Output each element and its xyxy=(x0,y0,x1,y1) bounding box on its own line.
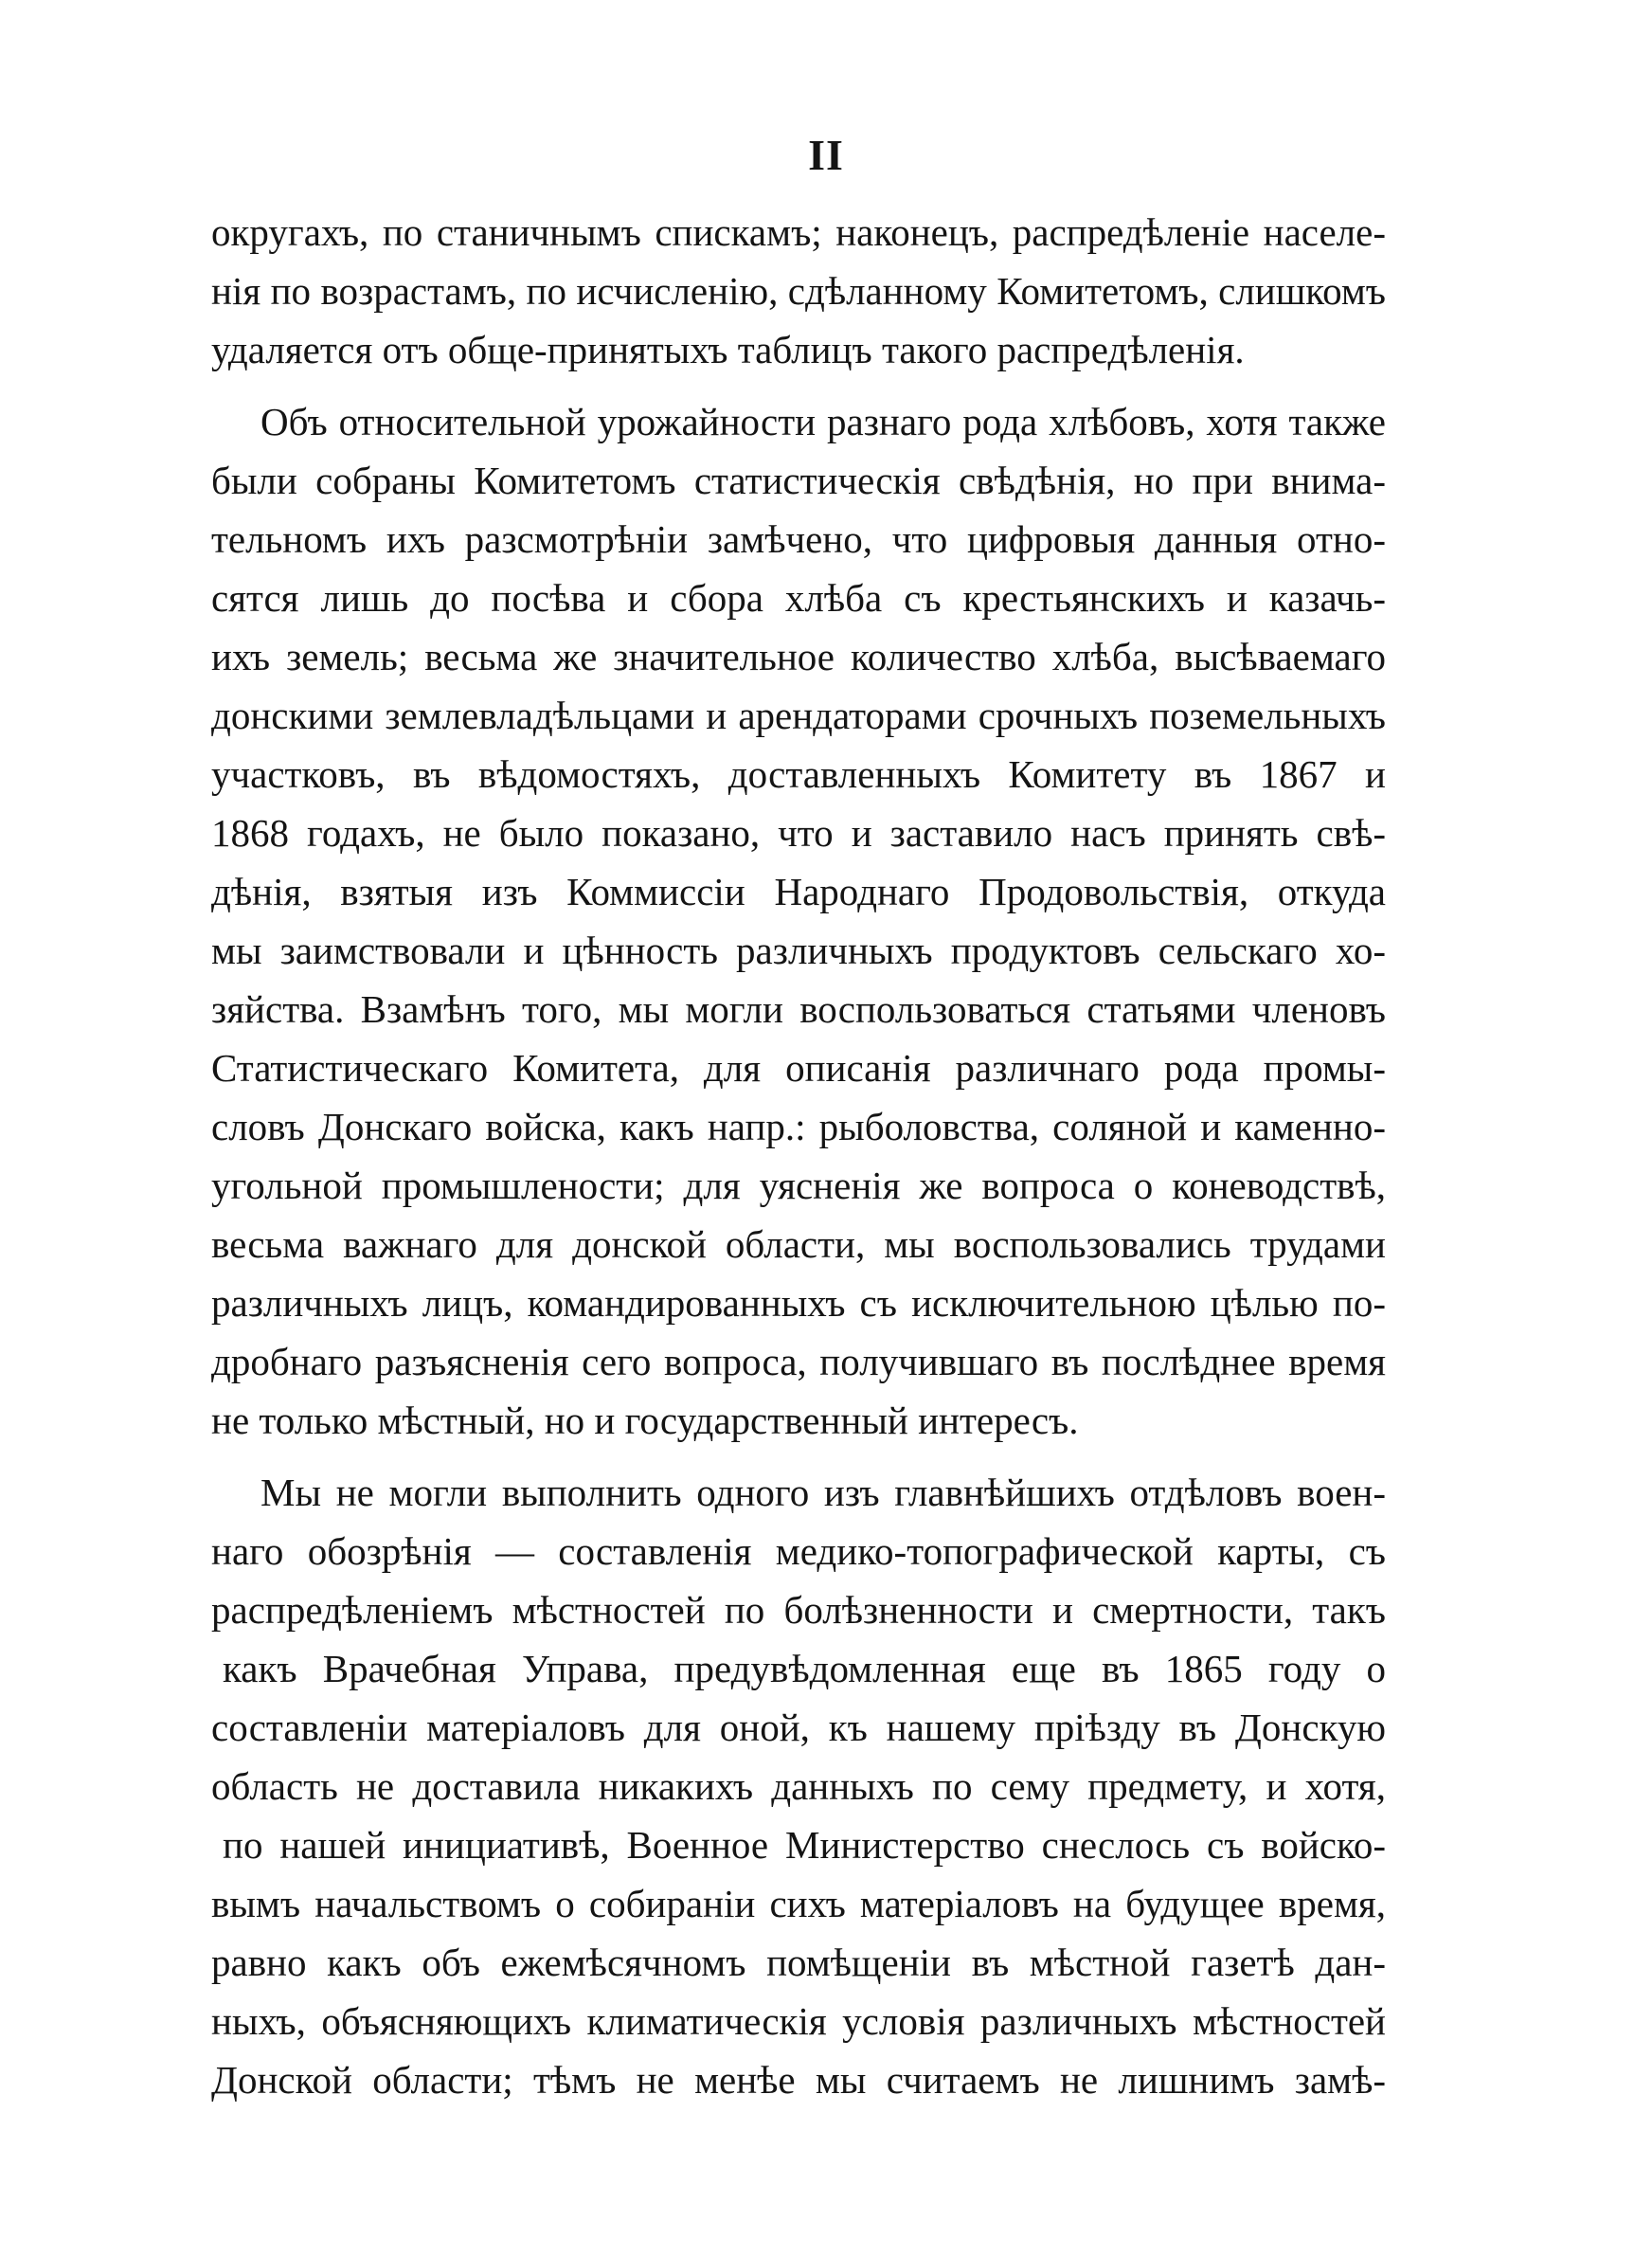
paragraph-3 xyxy=(211,1463,1386,2109)
text-line: Объ относительной урожайности разнаго рода хлѣбовъ, хотя также xyxy=(260,400,1386,443)
body-text xyxy=(211,203,1386,2109)
text-line: составленіи матеріаловъ для оной, къ нашему пріѣзду въ Донскую xyxy=(211,1706,1386,1749)
text-line: словъ Донскаго войска, какъ напр.: рыболовства, соляной и каменно- xyxy=(211,1105,1386,1148)
text-line: округахъ, по станичнымъ спискамъ; наконецъ, распредѣленіе населе- xyxy=(211,210,1386,254)
text-line: ныхъ, объясняющихъ климатическія условія различныхъ мѣстностей xyxy=(211,1999,1386,2043)
text-line: угольной промышлености; для уясненія же вопроса о коневодствѣ, xyxy=(211,1164,1386,1207)
text-line: область не доставила никакихъ данныхъ по сему предмету, и хотя, xyxy=(211,1764,1386,1808)
text-line: распредѣленіемъ мѣстностей по болѣзненности и смертности, такъ xyxy=(211,1588,1386,1632)
text-line: тельномъ ихъ разсмотрѣніи замѣчено, что цифровыя данныя отно- xyxy=(211,517,1386,561)
text-line: равно какъ объ ежемѣсячномъ помѣщеніи въ мѣстной газетѣ дан- xyxy=(211,1941,1386,1984)
text-line: вымъ начальствомъ о собираніи сихъ матеріаловъ на будущее время, xyxy=(211,1882,1386,1925)
text-line: зяйства. Взамѣнъ того, мы могли воспользоваться статьями членовъ xyxy=(211,987,1386,1031)
text-line: Статистическаго Комитета, для описанія различнаго рода промы- xyxy=(211,1046,1386,1090)
text-line: различныхъ лицъ, командированныхъ съ исключительною цѣлью по- xyxy=(211,1281,1386,1325)
text-line: ихъ земель; весьма же значительное количество хлѣба, высѣваемаго xyxy=(211,635,1386,678)
text-line: удаляется отъ обще-принятыхъ таблицъ такого распредѣленія. xyxy=(211,328,1245,371)
text-line: по нашей инициативѣ, Военное Министерство снеслось съ войско- xyxy=(223,1823,1386,1867)
text-line: сятся лишь до посѣва и сбора хлѣба съ крестьянскихъ и казачь- xyxy=(211,576,1386,620)
text-line: наго обозрѣнія — составленія медико-топографической карты, съ xyxy=(211,1529,1386,1573)
text-line: какъ Врачебная Управа, предувѣдомленная еще въ 1865 году о xyxy=(223,1647,1386,1690)
text-line: нія по возрастамъ, по исчисленію, сдѣланному Комитетомъ, слишкомъ xyxy=(211,269,1386,313)
text-line: мы заимствовали и цѣнность различныхъ продуктовъ сельскаго хо- xyxy=(211,929,1386,972)
text-line: 1868 годахъ, не было показано, что и заставило насъ принять свѣ- xyxy=(211,811,1386,855)
text-line: весьма важнаго для донской области, мы воспользовались трудами xyxy=(211,1222,1386,1266)
text-line: Мы не могли выполнить одного изъ главнѣйшихъ отдѣловъ воен- xyxy=(260,1471,1386,1514)
text-line: дѣнія, взятыя изъ Коммиссіи Народнаго Продовольствія, откуда xyxy=(211,870,1386,913)
text-line: донскими землевладѣльцами и арендаторами срочныхъ поземельныхъ xyxy=(211,694,1386,737)
text-line: не только мѣстный, но и государственный интересъ. xyxy=(211,1399,1079,1442)
text-line: Донской области; тѣмъ не менѣе мы считаемъ не лишнимъ замѣ- xyxy=(211,2058,1386,2102)
text-line: были собраны Комитетомъ статистическія свѣдѣнія, но при внима- xyxy=(211,459,1386,502)
text-line: дробнаго разъясненія сего вопроса, получившаго въ послѣднее время xyxy=(211,1340,1386,1383)
paragraph-2 xyxy=(211,392,1386,1450)
paragraph-1 xyxy=(211,203,1386,379)
text-line: участковъ, въ вѣдомостяхъ, доставленныхъ Комитету въ 1867 и xyxy=(211,752,1386,796)
page-number: II xyxy=(808,131,844,179)
